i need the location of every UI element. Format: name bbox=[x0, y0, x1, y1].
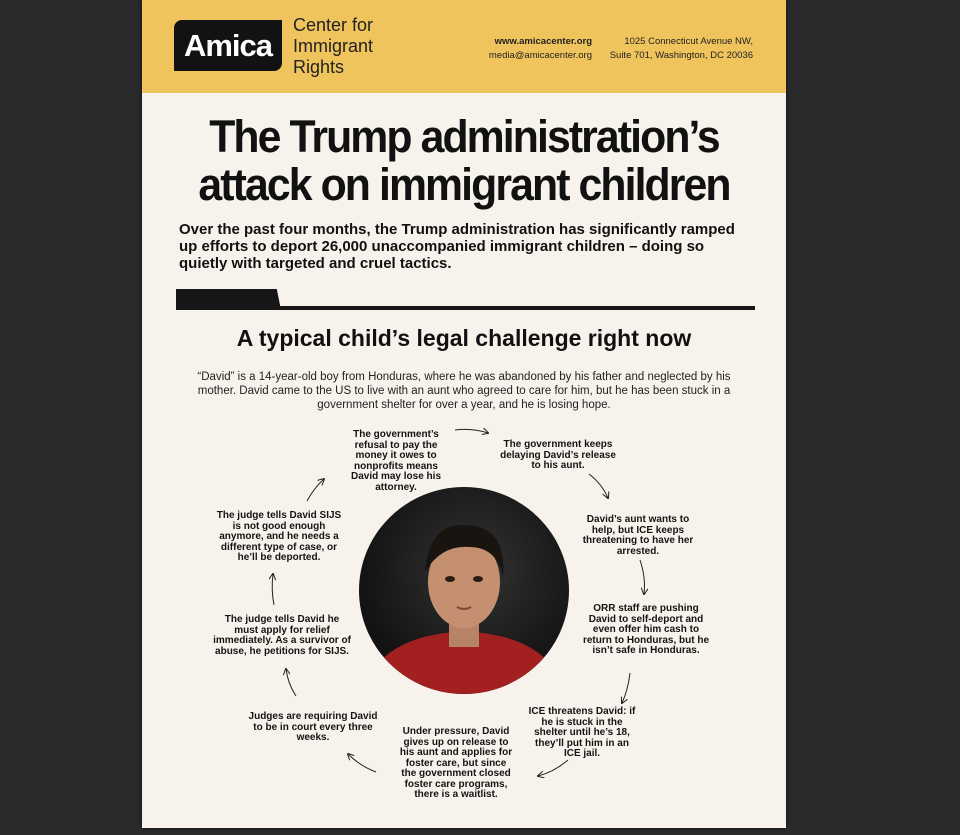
fact-sheet-page bbox=[142, 0, 786, 828]
section-title: A typical child’s legal challenge right now bbox=[236, 325, 692, 351]
address-line: Suite 701, Washington, DC 20036 bbox=[609, 50, 753, 61]
page-title bbox=[152, 113, 776, 209]
website-link[interactable]: www.amicacenter.org bbox=[494, 36, 592, 47]
cycle-step-9: The judge tells David SIJS is not good enough anymore, and he needs a different type of case, or he’ll be deported. bbox=[216, 510, 342, 563]
cycle-step-5: ICE threatens David: if he is stuck in the shelter until he’s 18, they’ll put him in an ICE jail. bbox=[528, 706, 636, 759]
cycle-step-1: The government’s refusal to pay the money it owes to nonprofits means David may lose his attorney. bbox=[350, 429, 442, 493]
cycle-step-2: The government keeps delaying David’s release to his aunt. bbox=[500, 439, 616, 471]
arrow-1 bbox=[455, 429, 488, 433]
header-banner bbox=[142, 0, 786, 93]
logo-tagline-line: Rights bbox=[293, 57, 345, 77]
arrow-5 bbox=[538, 760, 568, 776]
arrow-6 bbox=[348, 754, 376, 772]
address-line: 1025 Connecticut Avenue NW, bbox=[624, 36, 753, 47]
arrow-7 bbox=[286, 669, 296, 696]
email-link[interactable]: media@amicacenter.org bbox=[488, 50, 592, 61]
subheadline: Over the past four months, the Trump administration has significantly ramped up efforts to deport 26,000 unaccompanied immigrant children – doing so quietly with targeted and cruel tactics. bbox=[179, 221, 735, 272]
child-portrait-illustration bbox=[359, 487, 569, 694]
divider-line bbox=[176, 306, 755, 310]
title-line: attack on immigrant children bbox=[198, 159, 730, 210]
postal-address bbox=[597, 35, 753, 63]
logo-tagline bbox=[293, 15, 403, 78]
cycle-step-4: ORR staff are pushing David to self-deport and even offer him cash to return to Honduras, but he isn’t safe in Honduras. bbox=[582, 603, 710, 656]
amica-logo: Amica bbox=[174, 20, 282, 71]
cycle-step-7: Judges are requiring David to be in court every three weeks. bbox=[248, 711, 378, 743]
arrow-9 bbox=[307, 479, 324, 501]
contact-online bbox=[442, 35, 592, 63]
title-line: The Trump administration’s bbox=[209, 111, 719, 162]
arrow-4 bbox=[622, 673, 630, 703]
cycle-step-6: Under pressure, David gives up on release to his aunt and applies for foster care, but since the government closed foster care programs, there is a waitlist. bbox=[399, 726, 513, 800]
arrow-2 bbox=[589, 474, 608, 498]
cycle-step-3: David’s aunt wants to help, but ICE keeps threatening to have her arrested. bbox=[582, 514, 694, 557]
arrow-3 bbox=[640, 560, 645, 594]
cycle-step-8: The judge tells David he must apply for relief immediately. As a survivor of abuse, he petitions for SIJS. bbox=[213, 614, 351, 657]
logo-tagline-line: Immigrant bbox=[293, 36, 374, 56]
story-intro: “David” is a 14-year-old boy from Honduras, where he was abandoned by his father and neglected by his mother. David came to the US to live with an aunt who agreed to care for him, but he has been stuck in a government shelter for over a year, and he is losing hope. bbox=[197, 371, 731, 411]
logo-tagline-line: Center for bbox=[293, 15, 374, 35]
arrow-8 bbox=[272, 574, 274, 605]
child-photo bbox=[359, 487, 569, 694]
